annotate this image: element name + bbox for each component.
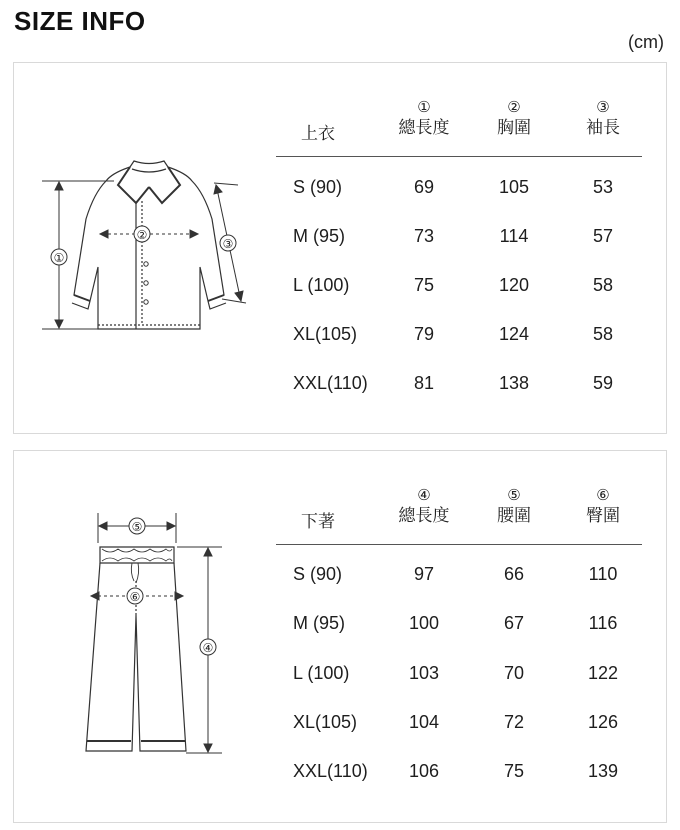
shirt-illustration [14,63,264,433]
marker-waist: ⑤ [131,520,143,534]
marker-chest: ② [136,228,148,242]
page-title: SIZE INFO [14,6,146,36]
marker-length: ④ [202,641,214,655]
marker-hip: ⑥ [129,590,141,604]
marker-length: ① [53,251,65,265]
col-header-chest: ② 胸圍 [497,99,531,137]
col-header-length: ① 總長度 [398,99,450,137]
header-divider [276,156,642,157]
bottom-size-panel: ⑤ ⑥ ④ 下著 ④ 總長度 ⑤ 腰圍 ⑥ 臀圍 S (90) 97 66 110 M (95) 100 67 116 L (100) 103 70 122 XL(105) 104 72 126 XXL(110) 106 75 139 [13,450,667,823]
marker-sleeve: ③ [222,237,234,251]
unit-label: (cm) [628,32,664,52]
col-header-item: 上衣 [301,124,335,143]
top-size-panel: ① ② ③ 上衣 ① 總長度 ② 胸圍 ③ 袖長 S (90) 69 105 53 M (95) 73 114 57 L (100) 75 120 58 XL(105) 79 124 58 XXL(110) 81 138 59 [13,62,667,434]
col-header-hip: ⑥ 臀圍 [586,487,620,525]
col-header-waist: ⑤ 腰圍 [497,487,531,525]
col-header-sleeve: ③ 袖長 [586,99,620,137]
col-header-length: ④ 總長度 [398,487,450,525]
pants-illustration [14,451,264,822]
header-divider [276,544,642,545]
col-header-item: 下著 [301,512,335,531]
